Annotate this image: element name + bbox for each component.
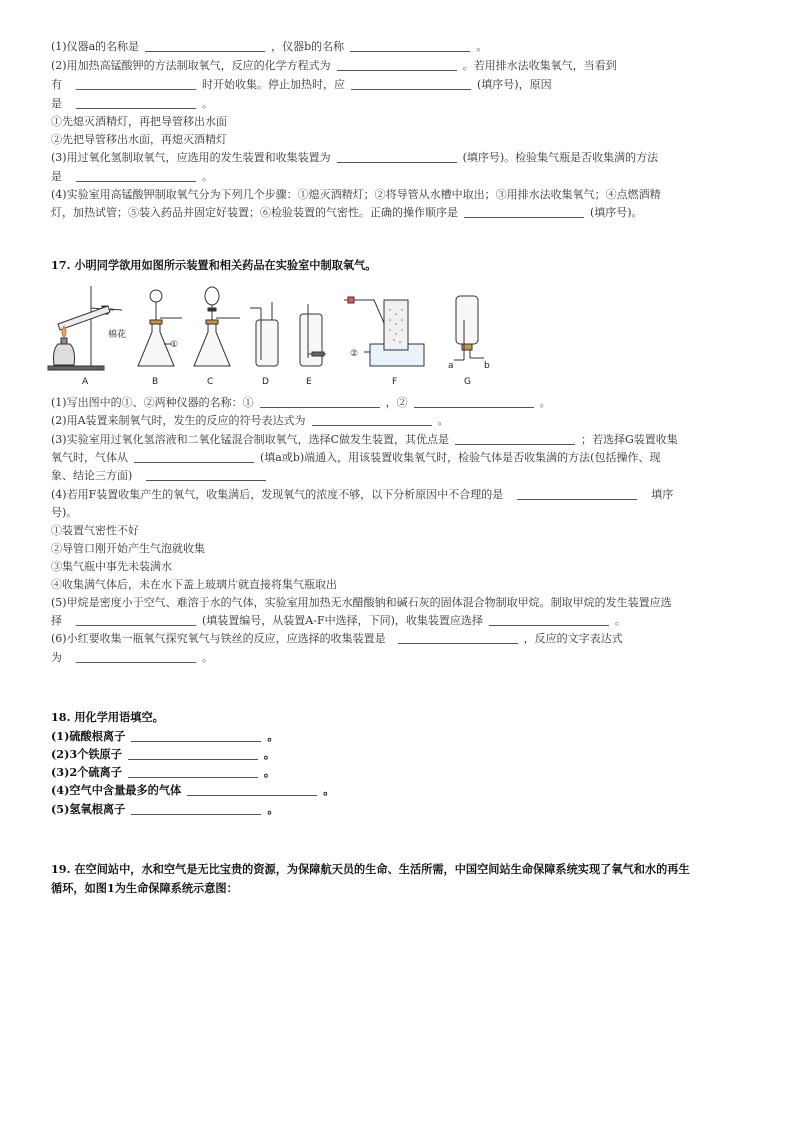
- label-d: D: [262, 377, 269, 387]
- answer-blank[interactable]: [145, 40, 265, 52]
- q18-item-5: (5)氢氧根离子 。: [51, 802, 279, 816]
- label-c: C: [207, 377, 214, 387]
- q16-option-1: ①先熄灭酒精灯，再把导管移出水面: [51, 115, 227, 128]
- answer-blank[interactable]: [337, 59, 457, 71]
- port-b-label: b: [484, 361, 490, 371]
- q18-item-3: (3)2个硫离子 。: [51, 765, 276, 779]
- answer-blank[interactable]: [146, 469, 266, 481]
- answer-blank[interactable]: [351, 78, 471, 90]
- label-b: B: [152, 377, 159, 387]
- q16-line-7: (4)实验室用高锰酸钾制取氧气分为下列几个步骤：①熄灭酒精灯；②将导管从水槽中取出；③用排水法收集氧气；④点燃酒精: [51, 188, 661, 201]
- q17-line-5: 象、结论三方面): [51, 469, 272, 482]
- q16-line-1: (1)仪器a的名称是 ，仪器b的名称 。: [51, 40, 488, 53]
- answer-blank[interactable]: [76, 614, 196, 626]
- q17-option-4: ④收集满气体后，未在水下盖上玻璃片就直接将集气瓶取出: [51, 578, 337, 591]
- apparatus-a: [48, 286, 122, 370]
- q17-line-2: (2)用A装置来制氧气时，发生的反应的符号表达式为 。: [51, 414, 449, 427]
- cotton-label: 棉花: [108, 330, 127, 340]
- q16-line-3: 有 时开始收集。停止加热时，应 (填序号)，原因: [51, 78, 552, 91]
- q17-line-6: (4)若用F装置收集产生的氧气，收集满后，发现氧气的浓度不够，以下分析原因中不合理的是 填序: [51, 488, 674, 501]
- apparatus-c: [194, 287, 240, 366]
- answer-blank[interactable]: [131, 730, 261, 742]
- answer-blank[interactable]: [187, 784, 317, 796]
- label-f: F: [392, 377, 398, 387]
- answer-blank[interactable]: [489, 614, 609, 626]
- q19-line-1: 19. 在空间站中，水和空气是无比宝贵的资源，为保障航天员的生命、生活所需，中国空间站生命保障系统实现了氧气和水的再生: [51, 862, 690, 876]
- q17-line-3: (3)实验室用过氧化氢溶液和二氧化锰混合制取氧气，选择C做发生装置，其优点是 ；若选择G装置收集: [51, 433, 678, 446]
- q18-title: 18. 用化学用语填空。: [51, 710, 164, 724]
- port-a-label: a: [448, 361, 454, 371]
- q17-line-9: 择 (填装置编号，从装置A-F中选择，下同)，收集装置应选择 。: [51, 614, 626, 627]
- answer-blank[interactable]: [464, 206, 584, 218]
- answer-blank[interactable]: [128, 748, 258, 760]
- answer-blank[interactable]: [350, 40, 470, 52]
- q17-title: 17. 小明同学欲用如图所示装置和相关药品在实验室中制取氧气。: [51, 258, 377, 272]
- q18-item-4: (4)空气中含量最多的气体 。: [51, 783, 335, 797]
- q17-option-3: ③集气瓶中事先未装满水: [51, 560, 172, 573]
- q17-line-11: 为 。: [51, 651, 213, 664]
- answer-blank[interactable]: [76, 651, 196, 663]
- answer-blank[interactable]: [76, 97, 196, 109]
- q18-item-2: (2)3个铁原子 。: [51, 747, 276, 761]
- q19-line-2: 循环，如图1为生命保障系统示意图：: [51, 881, 238, 895]
- apparatus-g: [454, 296, 484, 360]
- apparatus-e: [300, 304, 326, 366]
- mark-1: ①: [170, 340, 179, 350]
- answer-blank[interactable]: [76, 78, 196, 90]
- q17-line-7: 号)。: [51, 506, 78, 519]
- q17-option-1: ①装置气密性不好: [51, 524, 139, 537]
- answer-blank[interactable]: [312, 414, 432, 426]
- answer-blank[interactable]: [337, 151, 457, 163]
- q17-line-1: (1)写出图中的①、②两种仪器的名称：① ，② 。: [51, 396, 551, 409]
- q17-option-2: ②导管口刚开始产生气泡就收集: [51, 542, 205, 555]
- apparatus-d: [250, 302, 278, 366]
- q16-line-2: (2)用加热高锰酸钾的方法制取氧气，反应的化学方程式为 。若用排水法收集氧气，当看到: [51, 59, 617, 72]
- answer-blank[interactable]: [398, 632, 518, 644]
- answer-blank[interactable]: [131, 803, 261, 815]
- q16-line-5: (3)用过氧化氢制取氧气，应选用的发生装置和收集装置为 (填序号)。检验集气瓶是否收集满的方法: [51, 151, 659, 164]
- mark-2: ②: [350, 349, 359, 359]
- answer-blank[interactable]: [517, 488, 637, 500]
- q17-line-4: 氧气时，气体从 (填a或b)端通入，用该装置收集氧气时，检验气体是否收集满的方法(包括操作、现: [51, 451, 661, 464]
- answer-blank[interactable]: [455, 433, 575, 445]
- q16-line-4: 是 。: [51, 97, 213, 110]
- apparatus-figure: [44, 280, 504, 388]
- q16-option-2: ②先把导管移出水面，再熄灭酒精灯: [51, 133, 227, 146]
- answer-blank[interactable]: [128, 766, 258, 778]
- apparatus-b: [138, 290, 182, 366]
- label-e: E: [306, 377, 312, 387]
- answer-blank[interactable]: [134, 451, 254, 463]
- answer-blank[interactable]: [76, 170, 196, 182]
- answer-blank[interactable]: [260, 396, 380, 408]
- answer-blank[interactable]: [414, 396, 534, 408]
- label-g: G: [464, 377, 471, 387]
- q17-line-10: (6)小红要收集一瓶氧气探究氧气与铁丝的反应，应选择的收集装置是 ，反应的文字表达式: [51, 632, 623, 645]
- q17-line-8: (5)甲烷是密度小于空气、难溶于水的气体，实验室用加热无水醋酸钠和碱石灰的固体混合物制取甲烷。制取甲烷的发生装置应选: [51, 596, 672, 609]
- q16-line-8: 灯，加热试管；⑤装入药品并固定好装置；⑥检验装置的气密性。正确的操作顺序是 (填序号)。: [51, 206, 643, 219]
- q18-item-1: (1)硫酸根离子 。: [51, 729, 279, 743]
- label-a: A: [82, 377, 89, 387]
- q16-line-6: 是 。: [51, 170, 213, 183]
